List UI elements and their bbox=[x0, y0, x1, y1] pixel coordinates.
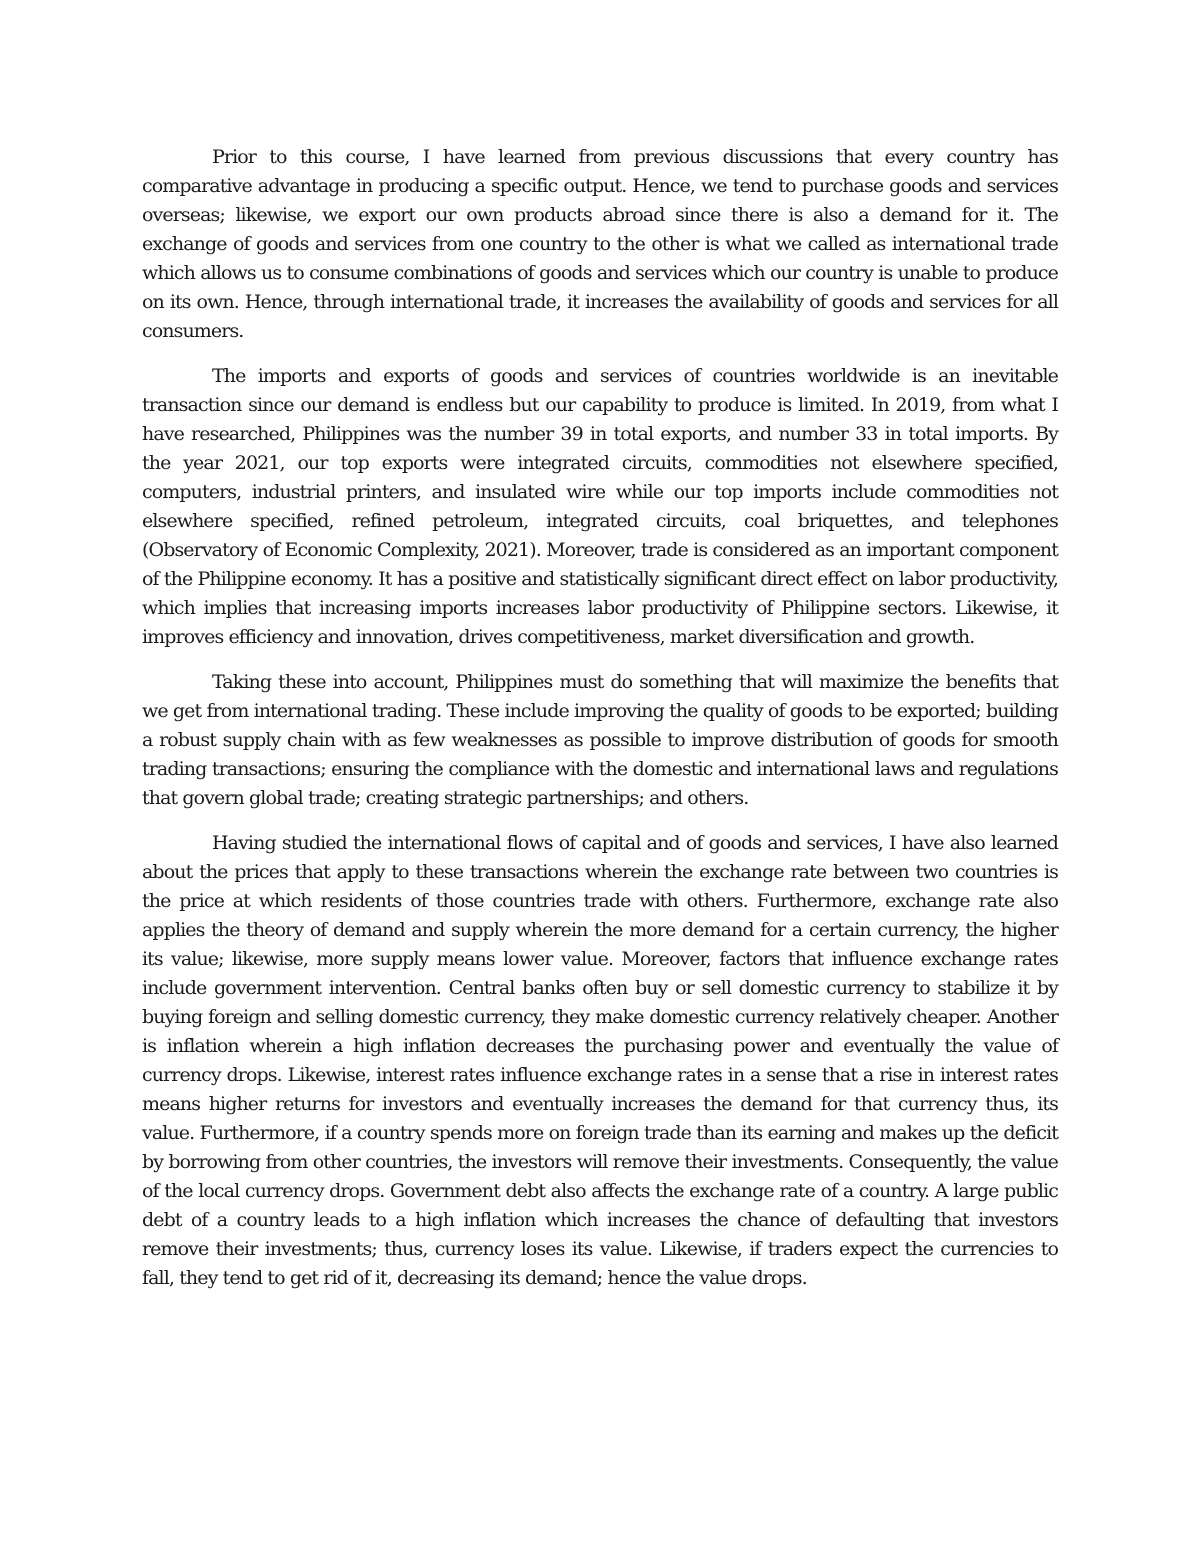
paragraph-philippine-imports-exports: The imports and exports of goods and services of countries worldwide is an inevitable transaction since our demand is endless but our capability to produce is limited. In 2019, from what I have researched, Philippines was the number 39 in total exports, and number 33 in total imports. By the year 2021, our top exports were integrated circuits, commodities not elsewhere specified, computers, industrial printers, and insulated wire while our top imports include commodities not elsewhere specified, refined petroleum, integrated circuits, coal briquettes, and telephones (Observatory of Economic Complexity, 2021). Moreover, trade is considered as an important component of the Philippine economy. It has a positive and statistically significant direct effect on labor productivity, which implies that increasing imports increases labor productivity of Philippine sectors. Likewise, it improves efficiency and innovation, drives competitiveness, market diversification and growth. bbox=[142, 365, 1058, 648]
paragraph-maximizing-trade-benefits: Taking these into account, Philippines must do something that will maximize the benefits that we get from international trading. These include improving the quality of goods to be exported; building a robust supply chain with as few weaknesses as possible to improve distribution of goods for smooth trading transactions; ensuring the compliance with the domestic and international laws and regulations that govern global trade; creating strategic partnerships; and others. bbox=[142, 671, 1058, 809]
paragraph-exchange-rates: Having studied the international flows of capital and of goods and services, I have also learned about the prices that apply to these transactions wherein the exchange rate between two countries is the price at which residents of those countries trade with others. Furthermore, exchange rate also applies the theory of demand and supply wherein the more demand for a certain currency, the higher its value; likewise, more supply means lower value. Moreover, factors that influence exchange rates include government intervention. Central banks often buy or sell domestic currency to stabilize it by buying foreign and selling domestic currency, they make domestic currency relatively cheaper. Another is inflation wherein a high inflation decreases the purchasing power and eventually the value of currency drops. Likewise, interest rates influence exchange rates in a sense that a rise in interest rates means higher returns for investors and eventually increases the demand for that currency thus, its value. Furthermore, if a country spends more on foreign trade than its earning and makes up the deficit by borrowing from other countries, the investors will remove their investments. Consequently, the value of the local currency drops. Government debt also affects the exchange rate of a country. A large public debt of a country leads to a high inflation which increases the chance of defaulting that investors remove their investments; thus, currency loses its value. Likewise, if traders expect the currencies to fall, they tend to get rid of it, decreasing its demand; hence the value drops. bbox=[142, 832, 1058, 1289]
document-body bbox=[142, 143, 1058, 1309]
paragraph-international-trade-intro: Prior to this course, I have learned from previous discussions that every country has comparative advantage in producing a specific output. Hence, we tend to purchase goods and services overseas; likewise, we export our own products abroad since there is also a demand for it. The exchange of goods and services from one country to the other is what we called as international trade which allows us to consume combinations of goods and services which our country is unable to produce on its own. Hence, through international trade, it increases the availability of goods and services for all consumers. bbox=[142, 146, 1058, 342]
